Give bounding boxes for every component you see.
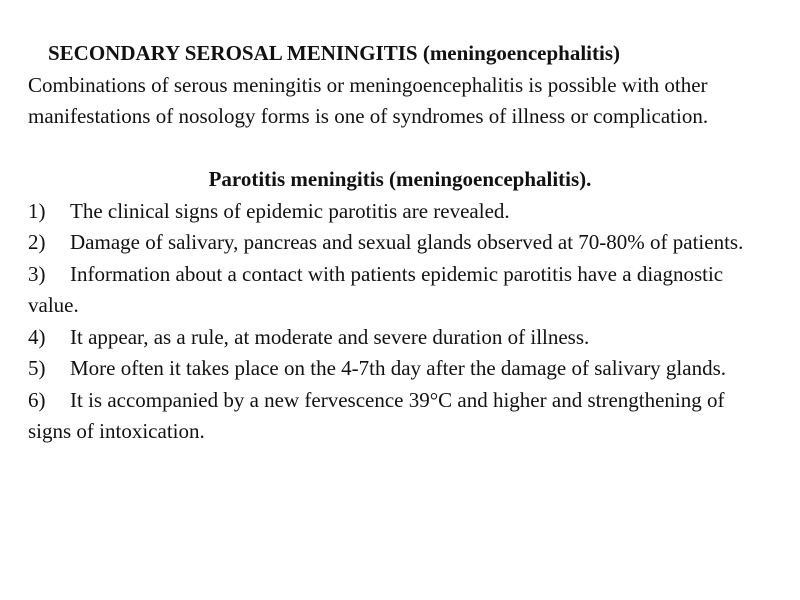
list-item-number: 5) [28,356,46,380]
list-item-6 [28,385,772,448]
section-description: Combinations of serous meningitis or meningoencephalitis is possible with other manifestations of nosology forms is one of syndromes of illness or complication. [28,72,709,128]
list-item-number: 3) [28,261,46,286]
list-item-number: 2) [28,230,46,254]
list-item-4 [28,322,772,354]
list-item-text: Information about a contact with patients epidemic parotitis have a diagnostic value. [28,261,724,317]
list-item-number: 4) [28,324,46,349]
parotitis-signs-list [28,196,772,448]
section-title-parotitis-meningitis: Parotitis meningitis (meningoencephalitis). [208,167,592,191]
list-item-text: It appear, as a rule, at moderate and severe duration of illness. [70,324,590,349]
list-item-5 [28,353,772,385]
list-item-2 [28,227,772,259]
list-item-text: The clinical signs of epidemic parotitis are revealed. [70,198,510,223]
list-item-number: 1) [28,198,46,223]
list-item-text: More often it takes place on the 4-7th day after the damage of salivary glands. [70,356,727,380]
list-item-3 [28,259,772,322]
list-item-text: It is accompanied by a new fervescence 39°C and higher and strengthening of signs of intoxication. [28,387,725,443]
list-item-1 [28,196,772,228]
spacer [28,133,772,165]
section-title-secondary-serosal-meningitis: SECONDARY SEROSAL MENINGITIS (meningoencephalitis) [48,41,620,65]
list-item-number: 6) [28,387,46,412]
slide-content [28,38,772,448]
list-item-text: Damage of salivary, pancreas and sexual glands observed at 70-80% of patients. [70,230,744,254]
